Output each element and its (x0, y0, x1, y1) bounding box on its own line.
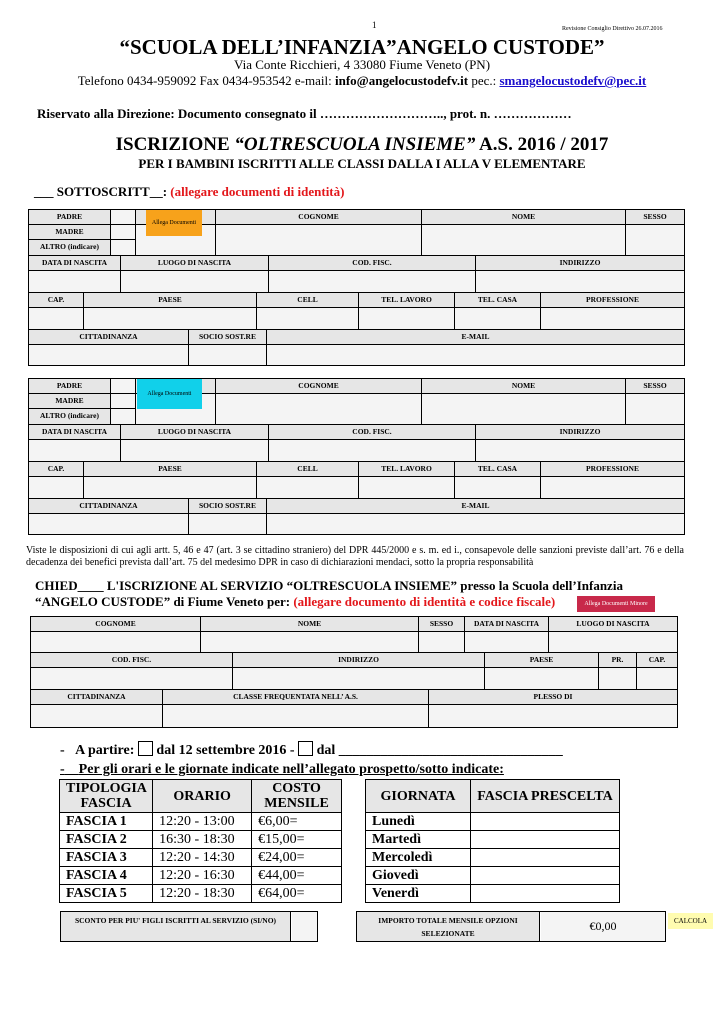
parent-form-1 (28, 209, 685, 366)
role-check-padre[interactable] (111, 210, 136, 225)
form-subtitle: PER I BAMBINI ISCRITTI ALLE CLASSI DALLA I ALLA V ELEMENTARE (138, 156, 586, 171)
label-paese: PAESE (84, 293, 257, 308)
th-tipologia: TIPOLOGIA FASCIA (60, 780, 153, 813)
days-table (365, 779, 620, 903)
label-cittadinanza: CITTADINANZA (29, 499, 189, 514)
child-label-plesso: PLESSO DI (429, 690, 677, 705)
label-cognome: COGNOME (216, 210, 422, 225)
socio-input[interactable] (189, 345, 267, 365)
table-row: Martedì (366, 831, 620, 849)
indirizzo-input[interactable] (476, 440, 684, 462)
cittadinanza-input[interactable] (29, 514, 189, 534)
table-row: Mercoledì (366, 849, 620, 867)
label-paese: PAESE (84, 462, 257, 477)
cod-fisc-input[interactable] (269, 440, 476, 462)
label-data-nascita: DATA DI NASCITA (29, 256, 121, 271)
label-tel-lavoro: TEL. LAVORO (359, 293, 455, 308)
start-sept-checkbox[interactable] (138, 741, 153, 756)
child-label-cap: CAP. (637, 653, 677, 668)
role-padre: PADRE (29, 210, 111, 225)
child-label-cod-fisc: COD. FISC. (31, 653, 233, 668)
label-tel-lavoro: TEL. LAVORO (359, 462, 455, 477)
table-row: FASCIA 1 12:20 - 13:00 €6,00= (60, 813, 342, 831)
label-professione: PROFESSIONE (541, 293, 684, 308)
cognome-input[interactable] (216, 225, 422, 256)
nome-input[interactable] (422, 394, 626, 425)
label-cittadinanza: CITTADINANZA (29, 330, 189, 345)
total-value: €0,00 (541, 912, 665, 941)
th-fascia-prescelta: FASCIA PRESCELTA (471, 780, 620, 813)
child-label-sesso: SESSO (419, 617, 465, 632)
luogo-nascita-input[interactable] (121, 440, 269, 462)
attach-minor-documents-button[interactable]: Allega Documenti Minore (577, 596, 655, 612)
data-nascita-input[interactable] (29, 440, 121, 462)
label-data-nascita: DATA DI NASCITA (29, 425, 121, 440)
fascia-select-mercoledi[interactable] (471, 849, 620, 867)
paese-input[interactable] (84, 308, 257, 330)
label-socio: SOCIO SOST.RE (189, 330, 267, 345)
child-label-nome: NOME (201, 617, 419, 632)
discount-input[interactable] (292, 912, 317, 941)
parent-form-2 (28, 378, 685, 535)
start-line: - A partire: dal 12 settembre 2016 - dal ________________________________ (60, 743, 563, 758)
child-nome-input[interactable] (201, 632, 419, 653)
label-email: E-MAIL (267, 330, 684, 345)
label-tel-casa: TEL. CASA (455, 462, 541, 477)
label-luogo-nascita: LUOGO DI NASCITA (121, 425, 269, 440)
data-nascita-input[interactable] (29, 271, 121, 293)
attach-documents-button-2[interactable]: Allega Documenti (137, 379, 202, 409)
child-plesso-input[interactable] (429, 705, 677, 727)
cap-input[interactable] (29, 308, 84, 330)
table-row: Giovedì (366, 867, 620, 885)
table-row: FASCIA 5 12:20 - 18:30 €64,00= (60, 885, 342, 903)
child-classe-input[interactable] (163, 705, 429, 727)
revision-note: Revisione Consiglio Direttivo 26.07.2016 (562, 26, 663, 32)
child-luogo-nascita-input[interactable] (549, 632, 677, 653)
cap-input[interactable] (29, 477, 84, 499)
table-row: FASCIA 3 12:20 - 14:30 €24,00= (60, 849, 342, 867)
email-input[interactable] (267, 514, 684, 534)
sesso-input[interactable] (626, 225, 684, 256)
calculate-button[interactable]: CALCOLA (668, 913, 713, 929)
label-cap: CAP. (29, 462, 84, 477)
table-row: Lunedì (366, 813, 620, 831)
label-indirizzo: INDIRIZZO (476, 425, 684, 440)
nome-input[interactable] (422, 225, 626, 256)
start-other-checkbox[interactable] (298, 741, 313, 756)
cell-input[interactable] (257, 308, 359, 330)
label-nome: NOME (422, 210, 626, 225)
tel-lavoro-input[interactable] (359, 308, 455, 330)
role-madre: MADRE (29, 394, 111, 409)
child-label-pr: PR. (599, 653, 637, 668)
child-indirizzo-input[interactable] (233, 668, 485, 690)
fascia-select-martedi[interactable] (471, 831, 620, 849)
fascia-select-giovedi[interactable] (471, 867, 620, 885)
signer-line: ___ SOTTOSCRITT__: (allegare documenti di identità) (34, 184, 345, 199)
school-address: Via Conte Ricchieri, 4 33080 Fiume Veneto (PN) (233, 57, 491, 72)
role-madre: MADRE (29, 225, 111, 240)
child-cognome-input[interactable] (31, 632, 201, 653)
label-cell: CELL (257, 462, 359, 477)
reserved-line: Riservato alla Direzione: Documento consegnato il ……………………….., prot. n. ……………… (37, 106, 572, 121)
child-label-cittadinanza: CITTADINANZA (31, 690, 163, 705)
paese-input[interactable] (84, 477, 257, 499)
luogo-nascita-input[interactable] (121, 271, 269, 293)
professione-input[interactable] (541, 308, 684, 330)
cognome-input[interactable] (216, 394, 422, 425)
role-padre: PADRE (29, 379, 111, 394)
email-input[interactable] (267, 345, 684, 365)
professione-input[interactable] (541, 477, 684, 499)
label-cap: CAP. (29, 293, 84, 308)
label-socio: SOCIO SOST.RE (189, 499, 267, 514)
total-label: IMPORTO TOTALE MENSILE OPZIONI SELEZIONATE (357, 912, 540, 941)
child-paese-input[interactable] (485, 668, 599, 690)
table-row: FASCIA 4 12:20 - 16:30 €44,00= (60, 867, 342, 885)
cod-fisc-input[interactable] (269, 271, 476, 293)
label-cod-fisc: COD. FISC. (269, 256, 476, 271)
child-label-paese: PAESE (485, 653, 599, 668)
label-indirizzo: INDIRIZZO (476, 256, 684, 271)
fascia-select-venerdi[interactable] (471, 885, 620, 903)
school-email[interactable]: info@angelocustodefv.it (334, 73, 469, 88)
label-cod-fisc: COD. FISC. (269, 425, 476, 440)
cell-input[interactable] (257, 477, 359, 499)
page-number: 1 (372, 20, 377, 30)
declaration-text: Viste le disposizioni di cui agli artt. 5, 46 e 47 (art. 3 se cittadino straniero) del DPR 445/2000 e s. m. ed i., consapevole delle sanzioni previste dall’art. 76 e della decadenza dei benefici prevista dall’art. 75 del medesimo DPR in caso di dichiarazioni mendaci, sotto la propria responsabilità (26, 545, 684, 568)
cittadinanza-input[interactable] (29, 345, 189, 365)
table-row: Venerdì (366, 885, 620, 903)
indirizzo-input[interactable] (476, 271, 684, 293)
fasce-table (59, 779, 342, 903)
request-line-1: CHIED____ L'ISCRIZIONE AL SERVIZIO “OLTRESCUOLA INSIEME” presso la Scuola dell’Infanzia (35, 578, 623, 593)
tel-lavoro-input[interactable] (359, 477, 455, 499)
attach-documents-button-1[interactable]: Allega Documenti (146, 210, 202, 236)
child-label-cognome: COGNOME (31, 617, 201, 632)
tel-casa-input[interactable] (455, 308, 541, 330)
socio-input[interactable] (189, 514, 267, 534)
child-label-luogo-nascita: LUOGO DI NASCITA (549, 617, 677, 632)
child-cod-fisc-input[interactable] (31, 668, 233, 690)
label-nome: NOME (422, 379, 626, 394)
label-sesso: SESSO (626, 210, 684, 225)
child-cittadinanza-input[interactable] (31, 705, 163, 727)
th-orario: ORARIO (153, 780, 252, 813)
child-data-nascita-input[interactable] (465, 632, 549, 653)
child-label-indirizzo: INDIRIZZO (233, 653, 485, 668)
child-cap-input[interactable] (637, 668, 677, 690)
label-luogo-nascita: LUOGO DI NASCITA (121, 256, 269, 271)
label-cognome: COGNOME (216, 379, 422, 394)
school-pec[interactable]: smangelocustodefv@pec.it (499, 73, 647, 88)
child-label-data-nascita: DATA DI NASCITA (465, 617, 549, 632)
form-title: ISCRIZIONE “OLTRESCUOLA INSIEME” A.S. 2016 / 2017 (115, 134, 609, 155)
label-cell: CELL (257, 293, 359, 308)
tel-casa-input[interactable] (455, 477, 541, 499)
school-name: “SCUOLA DELL’INFANZIA”ANGELO CUSTODE” (119, 35, 605, 59)
label-professione: PROFESSIONE (541, 462, 684, 477)
role-check-altro[interactable] (111, 240, 136, 256)
label-sesso: SESSO (626, 379, 684, 394)
label-tel-casa: TEL. CASA (455, 293, 541, 308)
role-altro: ALTRO (indicare) (29, 240, 111, 256)
child-form (30, 616, 678, 728)
th-costo: COSTO MENSILE (252, 780, 342, 813)
role-altro: ALTRO (indicare) (29, 409, 111, 425)
th-giornata: GIORNATA (366, 780, 471, 813)
role-check-padre[interactable] (111, 379, 136, 394)
role-check-madre[interactable] (111, 225, 136, 240)
total-box (356, 911, 666, 942)
child-pr-input[interactable] (599, 668, 637, 690)
hours-line: - Per gli orari e le giornate indicate nell’allegato prospetto/sotto indicate: (60, 762, 504, 777)
role-check-madre[interactable] (111, 394, 136, 409)
label-email: E-MAIL (267, 499, 684, 514)
child-label-classe: CLASSE FREQUENTATA NELL’ A.S. (163, 690, 429, 705)
discount-box (60, 911, 318, 942)
role-check-altro[interactable] (111, 409, 136, 425)
child-sesso-input[interactable] (419, 632, 465, 653)
school-contacts: Telefono 0434-959092 Fax 0434-953542 e-mail: info@angelocustodefv.it pec.: smangelocustodefv@pec.it (77, 73, 647, 88)
fascia-select-lunedi[interactable] (471, 813, 620, 831)
discount-label: SCONTO PER PIU' FIGLI ISCRITTI AL SERVIZIO (SI/NO) (61, 912, 291, 941)
sesso-input[interactable] (626, 394, 684, 425)
request-line-2: “ANGELO CUSTODE” di Fiume Veneto per: (allegare documento di identità e codice fiscale) (35, 594, 556, 609)
table-row: FASCIA 2 16:30 - 18:30 €15,00= (60, 831, 342, 849)
